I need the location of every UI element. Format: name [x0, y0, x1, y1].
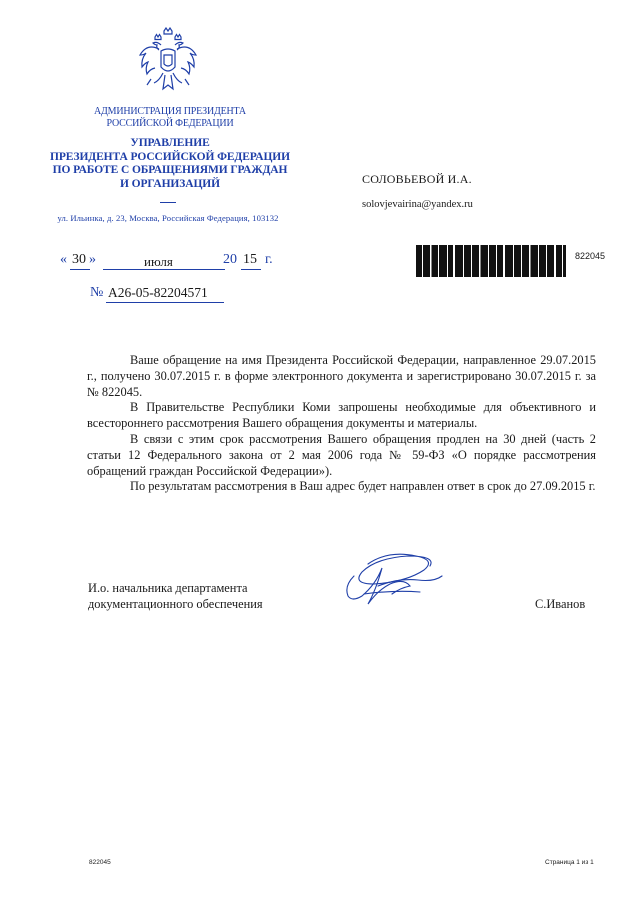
dept-line-3: ПО РАБОТЕ С ОБРАЩЕНИЯМИ ГРАЖДАН [52, 164, 288, 176]
footer-page-number: Страница 1 из 1 [545, 859, 594, 866]
date-open-quote: « [60, 252, 67, 267]
date-close-quote: » [89, 252, 96, 267]
coat-of-arms-icon [137, 27, 199, 99]
signatory-title-line-1: И.о. начальника департамента [88, 581, 248, 595]
date-year-word: г. [265, 252, 273, 267]
body-paragraph-2: В Правительстве Республики Коми запрошены необходимые для объективного и всестороннего рассмотрения Вашего обращения документы и материалы. [87, 400, 596, 431]
barcode-number: 822045 [575, 251, 606, 261]
number-sign: № [90, 285, 104, 300]
day-underline [70, 269, 90, 270]
date-day: 30 [72, 252, 86, 267]
dept-line-2: ПРЕЗИДЕНТА РОССИЙСКОЙ ФЕДЕРАЦИИ [50, 150, 290, 163]
dept-line-1: УПРАВЛЕНИЕ [130, 137, 210, 149]
barcode-icon [416, 245, 566, 277]
date-year-prefix: 20 [223, 252, 237, 267]
dept-line-4: И ОРГАНИЗАЦИЙ [120, 177, 220, 190]
body-paragraph-1: Ваше обращение на имя Президента Российской Федерации, направленное 29.07.2015 г., получено 30.07.2015 г. в форме электронного документа и зарегистрировано 30.07.2015 г. за № 822045. [87, 353, 596, 399]
administration-header [70, 106, 270, 129]
body-paragraph-3: В связи с этим срок рассмотрения Вашего обращения продлен на 30 дней (часть 2 статьи 12 Федерального закона от 2 мая 2006 года № 59-ФЗ «О порядке рассмотрения обращений граждан Российской Федерации»). [87, 431, 596, 478]
signature-icon [338, 546, 448, 612]
signer-name: С.Иванов [535, 597, 586, 611]
reference-underline [106, 302, 224, 303]
department-header [45, 137, 295, 191]
header-divider [160, 202, 176, 203]
month-underline [103, 269, 225, 270]
signatory-title [88, 580, 263, 612]
date-month: июля [144, 254, 173, 269]
signatory-title-line-2: документационного обеспечения [88, 597, 263, 611]
reference-number: А26-05-82204571 [108, 285, 208, 300]
letter-body [87, 353, 596, 495]
recipient-email: solovjevairina@yandex.ru [362, 199, 473, 210]
admin-line-2: РОССИЙСКОЙ ФЕДЕРАЦИИ [106, 117, 234, 129]
body-paragraph-4: По результатам рассмотрения в Ваш адрес будет направлен ответ в срок до 27.09.2015 г. [130, 479, 596, 494]
footer-document-id: 822045 [89, 859, 111, 866]
admin-line-1: АДМИНИСТРАЦИЯ ПРЕЗИДЕНТА [94, 106, 246, 117]
letterhead-address: ул. Ильинка, д. 23, Москва, Российская Федерация, 103132 [57, 213, 279, 223]
recipient-name: СОЛОВЬЕВОЙ И.А. [362, 172, 472, 186]
date-year-suffix: 15 [243, 252, 257, 267]
year-underline [241, 269, 261, 270]
